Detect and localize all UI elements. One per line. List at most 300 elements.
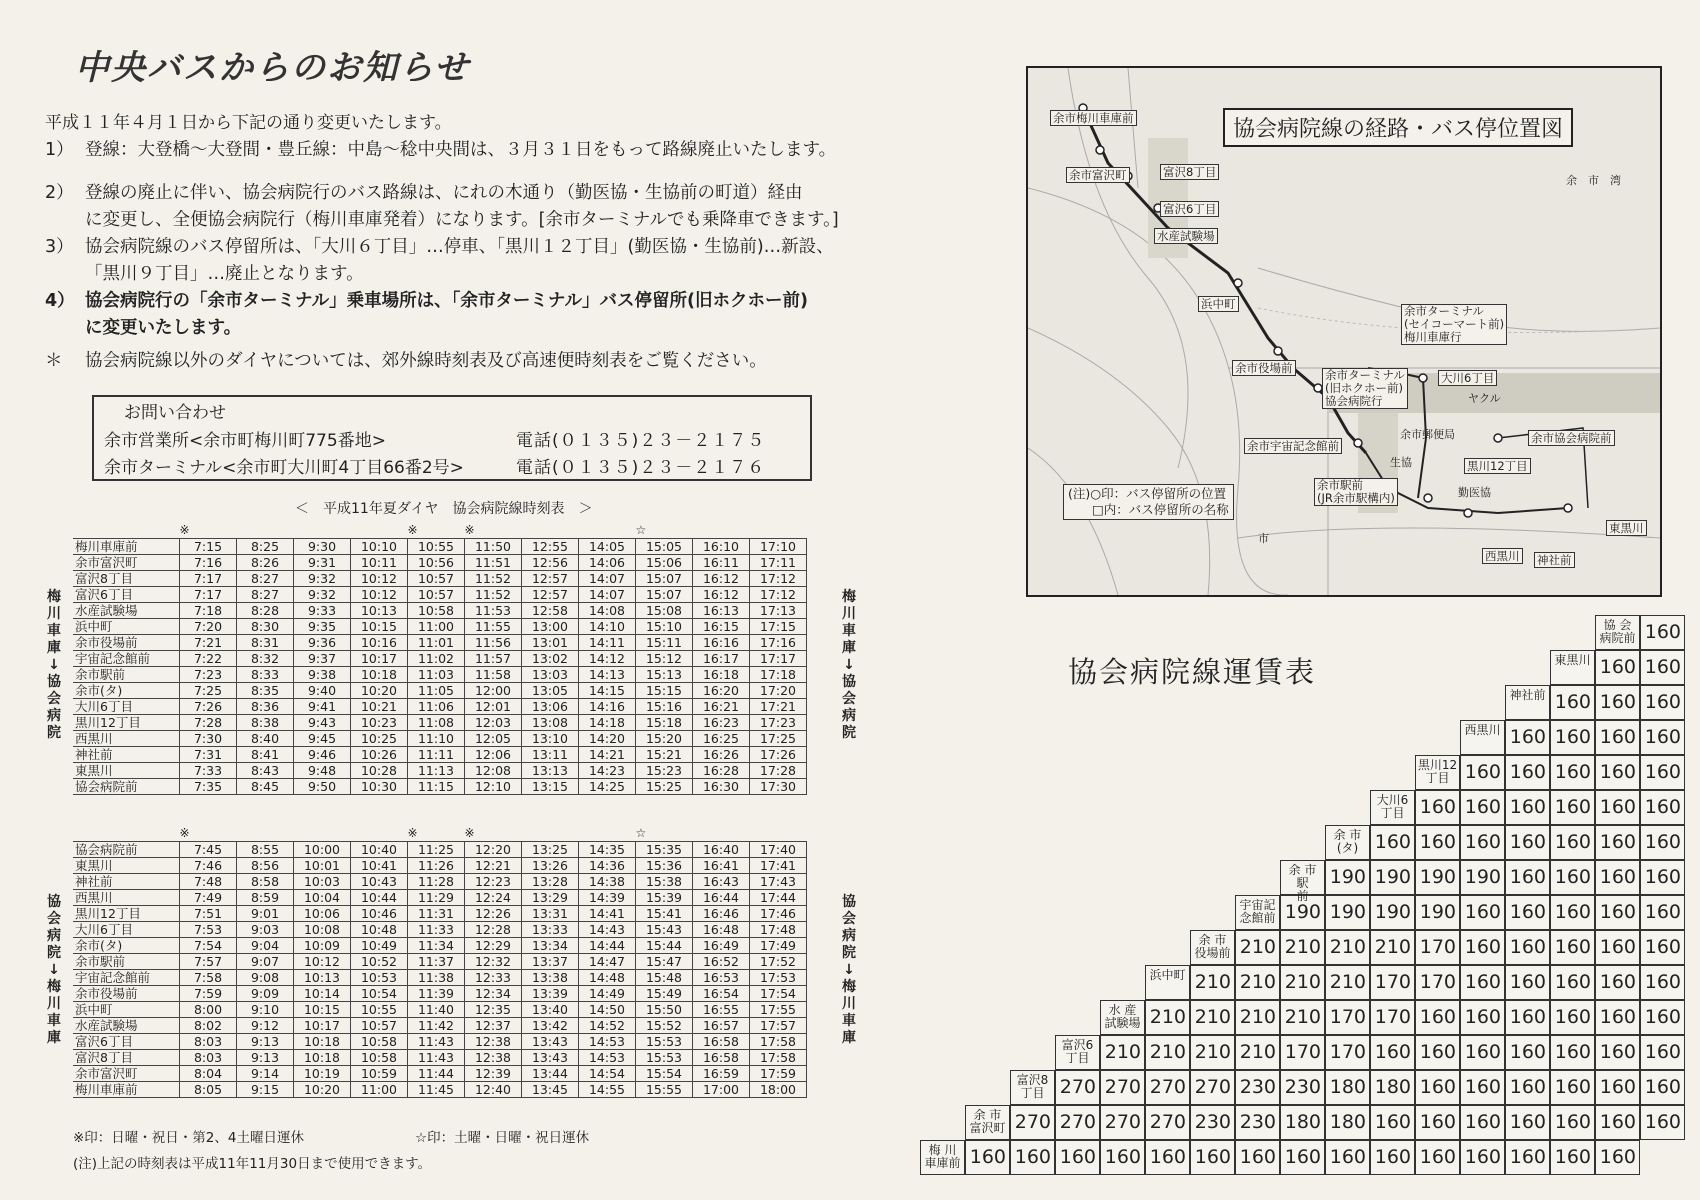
departure-time: 16:54 xyxy=(693,986,750,1002)
departure-time: 11:45 xyxy=(408,1082,465,1098)
departure-time: 15:07 xyxy=(636,587,693,603)
departure-time: 10:03 xyxy=(294,874,351,890)
map-stop-label: 余市協会病院前 xyxy=(1528,430,1615,446)
departure-time: 8:04 xyxy=(180,1066,237,1082)
departure-time: 11:43 xyxy=(408,1034,465,1050)
map-stop-label: 浜中町 xyxy=(1198,296,1239,312)
departure-time: 17:41 xyxy=(750,858,807,874)
departure-time: 14:47 xyxy=(579,954,636,970)
departure-time: 11:06 xyxy=(408,699,465,715)
departure-time: 9:41 xyxy=(294,699,351,715)
departure-time: 14:48 xyxy=(579,970,636,986)
departure-time: 16:15 xyxy=(693,619,750,635)
table-row xyxy=(73,539,807,555)
map-place-label: 市 xyxy=(1258,532,1269,545)
departure-time: 14:15 xyxy=(579,683,636,699)
direction-char: 協 xyxy=(842,894,856,910)
departure-time: 8:41 xyxy=(237,747,294,763)
fare-value: 170 xyxy=(1370,1000,1415,1035)
departure-time: 13:26 xyxy=(522,858,579,874)
departure-time: 16:55 xyxy=(693,1002,750,1018)
stop-name: 東黒川 xyxy=(73,858,180,874)
departure-time: 11:58 xyxy=(465,667,522,683)
fare-value: 190 xyxy=(1370,895,1415,930)
departure-time: 16:52 xyxy=(693,954,750,970)
departure-time: 9:30 xyxy=(294,539,351,555)
departure-time: 13:10 xyxy=(522,731,579,747)
fare-station-label: 富沢6 丁目 xyxy=(1055,1035,1100,1070)
fare-value: 160 xyxy=(1460,1035,1505,1070)
fare-value: 160 xyxy=(1505,755,1550,790)
fare-value: 210 xyxy=(1190,1000,1235,1035)
departure-time: 17:55 xyxy=(750,1002,807,1018)
departure-time: 12:10 xyxy=(465,779,522,795)
table-row xyxy=(73,603,807,619)
departure-time: 15:05 xyxy=(636,539,693,555)
departure-time: 17:18 xyxy=(750,667,807,683)
departure-time: 9:15 xyxy=(237,1082,294,1098)
direction-char: 庫 xyxy=(47,640,61,656)
departure-time: 10:13 xyxy=(294,970,351,986)
fare-value: 170 xyxy=(1415,965,1460,1000)
departure-time: 15:52 xyxy=(636,1018,693,1034)
notice-line: 「黒川９丁目」…廃止となります。 xyxy=(85,264,364,284)
departure-time: 9:46 xyxy=(294,747,351,763)
departure-time: 17:58 xyxy=(750,1050,807,1066)
fare-value: 160 xyxy=(1415,1140,1460,1175)
departure-time: 10:49 xyxy=(351,938,408,954)
fare-station-label: 協 会 病院前 xyxy=(1595,615,1640,650)
fare-value: 170 xyxy=(1280,1035,1325,1070)
departure-time: 11:28 xyxy=(408,874,465,890)
fare-value: 160 xyxy=(1595,1140,1640,1175)
stop-name: 余市(タ) xyxy=(73,938,180,954)
departure-time: 16:58 xyxy=(693,1050,750,1066)
departure-time: 10:23 xyxy=(351,715,408,731)
contact-box xyxy=(92,395,812,481)
fare-value: 160 xyxy=(1460,1000,1505,1035)
stop-name: 浜中町 xyxy=(73,1002,180,1018)
departure-time: 14:38 xyxy=(579,874,636,890)
direction-char: 院 xyxy=(47,945,61,961)
departure-time: 11:52 xyxy=(465,587,522,603)
map-legend xyxy=(1063,484,1234,520)
table-row xyxy=(73,731,807,747)
fare-table-title: 協会病院線運賃表 xyxy=(1068,655,1317,689)
departure-time: 11:50 xyxy=(465,539,522,555)
terminal-line: 余市ターミナル xyxy=(1325,368,1405,382)
map-stop-label: 富沢8丁目 xyxy=(1160,164,1219,180)
departure-time: 16:25 xyxy=(693,731,750,747)
departure-time: 8:56 xyxy=(237,858,294,874)
fare-value: 270 xyxy=(1055,1105,1100,1140)
fare-value: 270 xyxy=(1190,1070,1235,1105)
departure-time: 14:11 xyxy=(579,635,636,651)
departure-time: 12:21 xyxy=(465,858,522,874)
departure-time: 14:53 xyxy=(579,1034,636,1050)
departure-time: 12:35 xyxy=(465,1002,522,1018)
table-row xyxy=(73,779,807,795)
departure-time: 10:00 xyxy=(294,842,351,858)
service-mark xyxy=(522,523,579,539)
fare-value: 170 xyxy=(1415,930,1460,965)
departure-time: 12:55 xyxy=(522,539,579,555)
departure-time: 13:43 xyxy=(522,1050,579,1066)
departure-time: 9:04 xyxy=(237,938,294,954)
departure-time: 7:25 xyxy=(180,683,237,699)
fare-value: 160 xyxy=(1505,895,1550,930)
departure-time: 11:31 xyxy=(408,906,465,922)
fare-value: 190 xyxy=(1415,895,1460,930)
notice-number: ＊ xyxy=(45,351,63,371)
departure-time: 16:46 xyxy=(693,906,750,922)
departure-time: 13:37 xyxy=(522,954,579,970)
departure-time: 11:29 xyxy=(408,890,465,906)
departure-time: 14:20 xyxy=(579,731,636,747)
departure-time: 10:06 xyxy=(294,906,351,922)
fare-value: 160 xyxy=(1550,1070,1595,1105)
departure-time: 13:42 xyxy=(522,1018,579,1034)
map-stop-label: 黒川12丁目 xyxy=(1464,458,1531,474)
fare-value: 160 xyxy=(1505,1070,1550,1105)
departure-time: 9:07 xyxy=(237,954,294,970)
table-row xyxy=(73,842,807,858)
table-row xyxy=(73,683,807,699)
fare-value: 160 xyxy=(1505,790,1550,825)
table-row xyxy=(73,763,807,779)
departure-time: 17:59 xyxy=(750,1066,807,1082)
fare-value: 270 xyxy=(1100,1105,1145,1140)
departure-time: 12:24 xyxy=(465,890,522,906)
departure-time: 15:36 xyxy=(636,858,693,874)
map-title: 協会病院線の経路・バス停位置図 xyxy=(1223,108,1573,147)
departure-time: 15:16 xyxy=(636,699,693,715)
fare-station-label: 梅 川 車庫前 xyxy=(920,1140,965,1175)
departure-time: 7:45 xyxy=(180,842,237,858)
fare-value: 270 xyxy=(1100,1070,1145,1105)
departure-time: 10:21 xyxy=(351,699,408,715)
fare-value: 160 xyxy=(1460,1105,1505,1140)
fare-value: 180 xyxy=(1370,1070,1415,1105)
departure-time: 13:43 xyxy=(522,1034,579,1050)
terminal-line: (セイコーマート前) xyxy=(1404,317,1505,331)
departure-time: 11:05 xyxy=(408,683,465,699)
map-terminal-board xyxy=(1401,304,1507,345)
departure-time: 10:54 xyxy=(351,986,408,1002)
departure-time: 13:01 xyxy=(522,635,579,651)
departure-time: 10:53 xyxy=(351,970,408,986)
departure-time: 15:10 xyxy=(636,619,693,635)
departure-time: 7:51 xyxy=(180,906,237,922)
notice-item xyxy=(45,348,975,375)
departure-time: 10:57 xyxy=(408,571,465,587)
departure-time: 11:00 xyxy=(408,619,465,635)
departure-time: 16:12 xyxy=(693,571,750,587)
service-mark xyxy=(351,523,408,539)
departure-time: 16:10 xyxy=(693,539,750,555)
departure-time: 8:58 xyxy=(237,874,294,890)
departure-time: 14:08 xyxy=(579,603,636,619)
departure-time: 17:58 xyxy=(750,1034,807,1050)
table-row xyxy=(73,922,807,938)
departure-time: 16:57 xyxy=(693,1018,750,1034)
map-stop-label: 余市役場前 xyxy=(1232,360,1296,376)
fare-value: 160 xyxy=(1145,1140,1190,1175)
table-row xyxy=(73,699,807,715)
service-mark: ※ xyxy=(180,826,237,842)
departure-time: 15:39 xyxy=(636,890,693,906)
departure-time: 8:55 xyxy=(237,842,294,858)
direction-char: 川 xyxy=(47,606,61,622)
terminal-line: 梅川車庫行 xyxy=(1404,330,1462,344)
fare-value: 160 xyxy=(1640,965,1685,1000)
departure-time: 12:34 xyxy=(465,986,522,1002)
station-line: (JR余市駅構内) xyxy=(1317,491,1395,505)
contact-office: 余市営業所<余市町梅川町775番地> xyxy=(104,431,386,451)
departure-time: 11:11 xyxy=(408,747,465,763)
departure-time: 16:20 xyxy=(693,683,750,699)
stop-name: 水産試験場 xyxy=(73,1018,180,1034)
departure-time: 11:37 xyxy=(408,954,465,970)
direction-char: 協 xyxy=(842,674,856,690)
departure-time: 13:05 xyxy=(522,683,579,699)
departure-time: 10:12 xyxy=(294,954,351,970)
departure-time: 13:45 xyxy=(522,1082,579,1098)
departure-time: 12:38 xyxy=(465,1034,522,1050)
fare-value: 230 xyxy=(1190,1105,1235,1140)
table-row xyxy=(73,571,807,587)
fare-value: 160 xyxy=(1550,755,1595,790)
departure-time: 8:32 xyxy=(237,651,294,667)
departure-time: 14:21 xyxy=(579,747,636,763)
notice-line: に変更いたします。 xyxy=(85,318,242,338)
notice-item xyxy=(45,288,975,342)
departure-time: 14:18 xyxy=(579,715,636,731)
departure-time: 13:38 xyxy=(522,970,579,986)
fare-value: 180 xyxy=(1325,1070,1370,1105)
departure-time: 15:49 xyxy=(636,986,693,1002)
departure-time: 10:11 xyxy=(351,555,408,571)
fare-value: 190 xyxy=(1325,860,1370,895)
departure-time: 15:08 xyxy=(636,603,693,619)
direction-char: 川 xyxy=(842,996,856,1012)
stop-name: 西黒川 xyxy=(73,731,180,747)
fare-value: 160 xyxy=(1280,1140,1325,1175)
departure-time: 15:35 xyxy=(636,842,693,858)
departure-time: 10:15 xyxy=(351,619,408,635)
departure-time: 10:40 xyxy=(351,842,408,858)
departure-time: 17:43 xyxy=(750,874,807,890)
departure-time: 7:23 xyxy=(180,667,237,683)
fare-value: 210 xyxy=(1145,1000,1190,1035)
departure-time: 10:12 xyxy=(351,571,408,587)
departure-time: 7:54 xyxy=(180,938,237,954)
departure-time: 14:41 xyxy=(579,906,636,922)
departure-time: 10:55 xyxy=(408,539,465,555)
table-row xyxy=(73,906,807,922)
stop-name: 梅川車庫前 xyxy=(73,1082,180,1098)
fare-value: 160 xyxy=(1460,790,1505,825)
notice-number: 1） xyxy=(45,140,74,160)
departure-time: 10:12 xyxy=(351,587,408,603)
service-mark xyxy=(579,523,636,539)
departure-time: 12:32 xyxy=(465,954,522,970)
fare-value: 160 xyxy=(1595,825,1640,860)
departure-time: 16:11 xyxy=(693,555,750,571)
legend-line: (注)○印：バス停留所の位置 xyxy=(1068,486,1227,501)
stop-name: 梅川車庫前 xyxy=(73,539,180,555)
stop-name: 宇宙記念館前 xyxy=(73,651,180,667)
stop-name: 富沢6丁目 xyxy=(73,587,180,603)
departure-time: 10:10 xyxy=(351,539,408,555)
departure-time: 14:06 xyxy=(579,555,636,571)
stop-name: 東黒川 xyxy=(73,763,180,779)
direction-char: 会 xyxy=(842,911,856,927)
departure-time: 15:43 xyxy=(636,922,693,938)
departure-time: 8:43 xyxy=(237,763,294,779)
stop-name: 余市富沢町 xyxy=(73,555,180,571)
fare-value: 160 xyxy=(1550,1140,1595,1175)
fare-value: 160 xyxy=(1415,1070,1460,1105)
departure-time: 17:20 xyxy=(750,683,807,699)
fare-station-label: 余 市 役場前 xyxy=(1190,930,1235,965)
departure-time: 15:23 xyxy=(636,763,693,779)
departure-time: 8:25 xyxy=(237,539,294,555)
stop-name: 神社前 xyxy=(73,747,180,763)
fare-station-label: 宇宙記 念館前 xyxy=(1235,895,1280,930)
departure-time: 8:05 xyxy=(180,1082,237,1098)
stop-name: 神社前 xyxy=(73,874,180,890)
departure-time: 16:26 xyxy=(693,747,750,763)
fare-value: 160 xyxy=(1640,1070,1685,1105)
stop-name: 水産試験場 xyxy=(73,603,180,619)
fare-value: 160 xyxy=(1505,720,1550,755)
direction-char: 車 xyxy=(842,623,856,639)
departure-time: 14:44 xyxy=(579,938,636,954)
station-line: 余市駅前 xyxy=(1317,478,1363,492)
service-mark: ※ xyxy=(180,523,237,539)
departure-time: 14:52 xyxy=(579,1018,636,1034)
departure-time: 7:35 xyxy=(180,779,237,795)
mark-spacer xyxy=(73,523,180,539)
direction-char: 病 xyxy=(842,928,856,944)
direction-char: 会 xyxy=(47,911,61,927)
fare-value: 160 xyxy=(1640,615,1685,650)
departure-time: 11:15 xyxy=(408,779,465,795)
fare-value: 160 xyxy=(1640,1105,1685,1140)
departure-time: 10:20 xyxy=(351,683,408,699)
departure-time: 17:12 xyxy=(750,571,807,587)
fare-value: 160 xyxy=(1595,1070,1640,1105)
timetable-outbound xyxy=(73,523,807,795)
departure-time: 8:27 xyxy=(237,587,294,603)
departure-time: 14:36 xyxy=(579,858,636,874)
notice-line: 登線の廃止に伴い、協会病院行のバス路線は、にれの木通り（勤医協・生協前の町道）経由 xyxy=(85,183,803,203)
map-place-label: 勤医協 xyxy=(1458,486,1491,499)
departure-time: 9:48 xyxy=(294,763,351,779)
direction-char: 庫 xyxy=(842,1030,856,1046)
table-row xyxy=(73,1018,807,1034)
departure-time: 10:56 xyxy=(408,555,465,571)
fare-value: 170 xyxy=(1325,1000,1370,1035)
departure-time: 9:32 xyxy=(294,571,351,587)
departure-time: 17:40 xyxy=(750,842,807,858)
table-row xyxy=(73,715,807,731)
departure-time: 7:22 xyxy=(180,651,237,667)
contact-phone: 電話(０１３５)２３－２１７６ xyxy=(516,458,766,478)
table-row xyxy=(73,874,807,890)
departure-time: 12:56 xyxy=(522,555,579,571)
direction-char: 院 xyxy=(842,945,856,961)
fare-value: 190 xyxy=(1370,860,1415,895)
departure-time: 9:01 xyxy=(237,906,294,922)
direction-char: 庫 xyxy=(842,640,856,656)
stop-name: 余市駅前 xyxy=(73,667,180,683)
departure-time: 7:57 xyxy=(180,954,237,970)
direction-char: 病 xyxy=(47,708,61,724)
stop-name: 富沢6丁目 xyxy=(73,1034,180,1050)
departure-time: 13:44 xyxy=(522,1066,579,1082)
direction-char: 車 xyxy=(47,1013,61,1029)
departure-time: 10:17 xyxy=(294,1018,351,1034)
note-kome: ※印：日曜・祝日・第2、4土曜日運休 xyxy=(73,1130,304,1146)
departure-time: 10:30 xyxy=(351,779,408,795)
map-station-label xyxy=(1314,478,1398,506)
departure-time: 9:09 xyxy=(237,986,294,1002)
fare-value: 160 xyxy=(1505,1000,1550,1035)
fare-value: 210 xyxy=(1280,1000,1325,1035)
fare-value: 210 xyxy=(1280,930,1325,965)
direction-char: 梅 xyxy=(47,979,61,995)
fare-value: 160 xyxy=(1550,1000,1595,1035)
departure-time: 15:13 xyxy=(636,667,693,683)
departure-time: 9:14 xyxy=(237,1066,294,1082)
departure-time: 17:44 xyxy=(750,890,807,906)
note-star: ☆印：土曜・日曜・祝日運休 xyxy=(415,1130,590,1146)
fare-value: 270 xyxy=(1145,1105,1190,1140)
departure-time: 10:44 xyxy=(351,890,408,906)
departure-time: 14:13 xyxy=(579,667,636,683)
service-mark xyxy=(522,826,579,842)
map-stop-label: 大川6丁目 xyxy=(1438,370,1497,386)
departure-time: 17:46 xyxy=(750,906,807,922)
fare-value: 160 xyxy=(1595,720,1640,755)
departure-time: 16:21 xyxy=(693,699,750,715)
fare-value: 160 xyxy=(1010,1140,1055,1175)
departure-time: 14:35 xyxy=(579,842,636,858)
departure-time: 9:35 xyxy=(294,619,351,635)
departure-time: 11:08 xyxy=(408,715,465,731)
legend-line: □内：バス停留所の名称 xyxy=(1092,502,1229,517)
fare-value: 160 xyxy=(1595,930,1640,965)
departure-time: 13:13 xyxy=(522,763,579,779)
map-place-label: 余市郵便局 xyxy=(1400,428,1455,441)
fare-value: 160 xyxy=(1100,1140,1145,1175)
departure-time: 11:44 xyxy=(408,1066,465,1082)
direction-char: 梅 xyxy=(842,589,856,605)
departure-time: 12:58 xyxy=(522,603,579,619)
departure-time: 12:03 xyxy=(465,715,522,731)
departure-time: 15:25 xyxy=(636,779,693,795)
table-row xyxy=(73,1034,807,1050)
departure-time: 8:59 xyxy=(237,890,294,906)
departure-time: 17:10 xyxy=(750,539,807,555)
timetable-title: ＜ 平成11年夏ダイヤ 協会病院線時刻表 ＞ xyxy=(295,501,593,517)
fare-value: 160 xyxy=(1595,1000,1640,1035)
stop-name: 余市役場前 xyxy=(73,635,180,651)
fare-value: 160 xyxy=(1460,965,1505,1000)
departure-time: 9:13 xyxy=(237,1034,294,1050)
